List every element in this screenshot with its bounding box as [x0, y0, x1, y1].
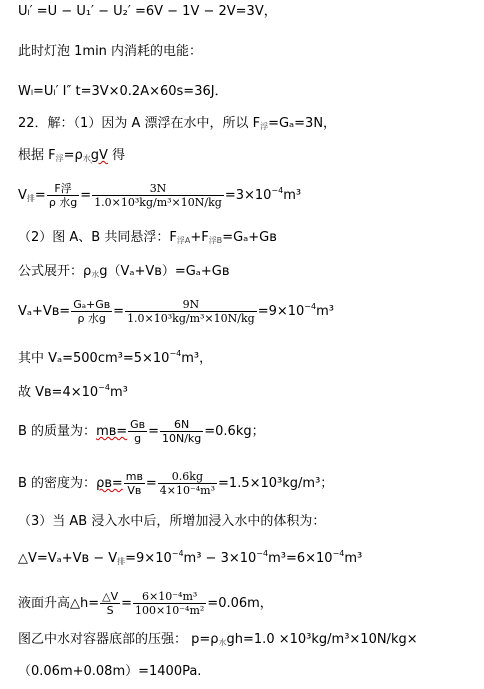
line-total-volume: Vₐ+Vʙ= $\frac{\text{Gₐ+Gʙ}}{\text{ρ 水g}}$ = $\frac{9N}{\text{1.0×10³kg/m³×10N/kg}}$ $=9\times 10^{-4}m^3$ [18, 298, 334, 325]
line-vb: 故 $Vʙ=4\times 10^{-4}m^3$ [18, 383, 128, 400]
line-q22-part3: （3）当 AB 浸入水中后，所增加浸入水中的体积为： [18, 514, 326, 529]
line-va: 其中 $V_a=500cm^3=5\times 10^{-4}m^3$， [18, 349, 213, 366]
fraction: $\frac{\text{Gʙ}}{g}$ [130, 418, 146, 445]
fraction: $\frac{\text{Gₐ+Gʙ}}{\text{ρ 水g}}$ [73, 298, 111, 325]
line-pressure-result: （0.06m+0.08m）=1400Pa. [18, 664, 202, 679]
fraction: $\frac{9N}{\text{1.0×10³kg/m³×10N/kg}}$ [127, 298, 255, 325]
fraction: $\frac{\triangle V}{S}$ [102, 590, 119, 617]
line-q22-part2: （2）图 A、B 共同悬浮：F浮A+F浮B=Gₐ+Gʙ [18, 230, 277, 245]
line-formula-expand: 公式展开：ρ水g（Vₐ+Vʙ）=Gₐ+Gʙ [18, 264, 230, 279]
line-volume-a: V排= $\frac{\text{F浮}}{\text{ρ 水g}}$ = $\frac{3N}{\text{1.0×10³kg/m³×10N/kg}}$ $=3\times 10^{-4}m^3$ [18, 182, 302, 209]
fraction: $\frac{0.6kg}{\text{4×10⁻⁴m³}}$ [159, 470, 216, 497]
fraction: $\frac{\text{6×10⁻⁴m³}}{\text{100×10⁻⁴m²}}$ [135, 590, 205, 617]
line-q22-part1: 22．解：（1）因为 A 漂浮在水中，所以 F浮=Gₐ=3N， [18, 116, 337, 131]
line-delta-v: △V=Vₐ+Vʙ − V排$=9\times 10^{-4}m^3 - 3\times 10^{-4}m^3=6\times 10^{-4}m^3$ [18, 549, 363, 566]
fraction: $\frac{\text{F浮}}{\text{ρ 水g}}$ [48, 182, 78, 209]
line-mass-b: B 的质量为：mʙ= $\frac{\text{Gʙ}}{g}$ = $\frac{6N}{10N/kg}$ =0.6kg； [18, 418, 265, 445]
line-density-b: B 的密度为：ρʙ= $\frac{\text{mʙ}}{\text{Vʙ}}$ = $\frac{0.6kg}{\text{4×10⁻⁴m³}}$ =1.5×10³kg/m³； [18, 470, 334, 497]
line-pressure: 图乙中水对容器底部的压强： p=ρ水gh=1.0 ×10³kg/m³×10N/kg× [18, 632, 418, 647]
line-energy-heading: 此时灯泡 1min 内消耗的电能： [18, 44, 203, 59]
fraction: $\frac{6N}{10N/kg}$ [161, 418, 202, 445]
fraction: $\frac{\text{mʙ}}{\text{Vʙ}}$ [125, 470, 143, 497]
fraction: $\frac{3N}{\text{1.0×10³kg/m³×10N/kg}}$ [94, 182, 222, 209]
line-energy-calc: Wₗ=Uₗ′ I″ t=3V×0.2A×60s=36J． [18, 84, 228, 99]
line-voltage: Uₗ′ =U − U₁′ − U₂′ =6V − 1V − 2V=3V， [18, 4, 277, 19]
line-buoyancy-formula: 根据 F浮=ρ水gV 得 [18, 148, 126, 163]
line-delta-h: 液面升高△h= $\frac{\triangle V}{S}$ = $\frac{\text{6×10⁻⁴m³}}{\text{100×10⁻⁴m²}}$ =0.06m， [18, 590, 273, 617]
